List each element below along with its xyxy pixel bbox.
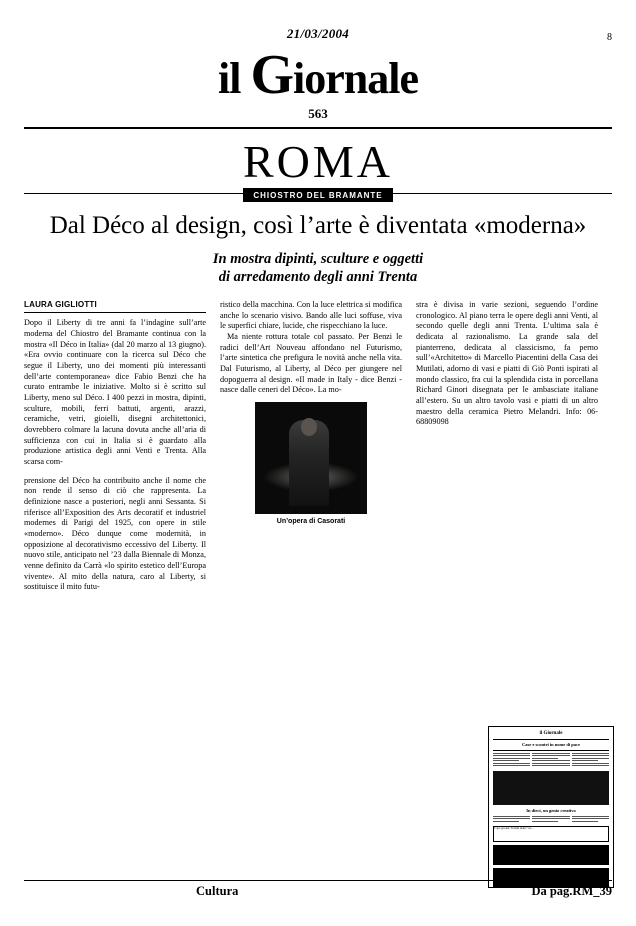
kicker-container [24,185,612,201]
footer-section: Cultura [196,884,239,898]
masthead-prefix: il [218,54,251,103]
masthead-rest: iornale [293,54,418,103]
masthead-divider [24,127,612,129]
thumbnail-subhead: In dieci, un genio creativo [526,807,576,813]
page-number: 8 [607,32,612,43]
page-thumbnail-container [488,726,612,888]
thumbnail-column [572,816,609,824]
paragraph: stra è divisa in varie sezioni, seguendo l’ordine cronologico. Al piano terra le opere degli anni Venti, al secondo quelle degli anni Trenta. L’ultima sala è dedicata al razionalismo. La grande sala del pianterreno, dedicata al classicismo, fa perno sull’«Architetto» di Marcello Piacentini della Casa dei Mutilati, adorno di vasi e piatti di Giò Ponti ispirati al mondo classico, fra cui la splendida cista in porcellana Richard Ginori disegnata per le ambasciate italiane all’estero. Su un altro tavolo vasi e piatti di un altro maestro della ceramica Pietro Melandri. Info: 06-68809098 [416,300,598,427]
text-line [493,816,530,817]
text-line [572,765,609,766]
paragraph: prensione del Déco ha contribuito anche il nome che non rende il senso di ciò che rappresenta. La definizione nasce a posteriori, negli anni Sessanta. Si riferisce all’Exposition des Arts decoratif et industriel modernes di Parigi del 1925, con opere in stile «moderno». Déco dunque come modernità, in opposizione al decorativismo eccessivo del Liberty. Il nuovo stile, anticipato nel ’23 dalla Biennale di Monza, venne definito da Carrà «lo spirito estetico dell’Europa vivente». Al mito della natura, caro al Liberty, si sostituisce il mito futu- [24,475,206,592]
text-line [532,755,569,756]
text-line [532,816,569,817]
footer-continuation: Da pag.RM_39 [531,884,612,898]
thumbnail-columns [489,753,613,768]
photo-figure-head [301,418,317,436]
text-line [572,818,609,819]
paragraph: Ma niente rottura totale col passato. Per Benzi le radici dell’Art Nouveau affondano nel Futurismo, l’arte sintetica che prefigura le novità anche nella vita. Dal Futurismo, al Liberty, al Déco per giungere nel dopoguerra al design. «Il made in Italy - dice Benzi - nasce dalle ceneri del Déco». La mo- [220,332,402,395]
kicker-label: CHIOSTRO DEL BRAMANTE [243,188,392,202]
thumbnail-headline: Case e scontri in nome di pace [522,742,580,748]
text-line [572,755,609,756]
text-line [572,763,609,764]
article-columns [24,300,612,593]
masthead [24,46,612,105]
article-column-2 [220,300,402,593]
text-line [532,760,569,761]
newspaper-page [0,26,636,926]
text-line [493,758,530,759]
article-photo [255,402,367,514]
text-line [493,753,530,754]
byline: LAURA GIGLIOTTI [24,300,206,313]
page-title: Dal Déco al design, così l’arte è diventata «moderna» [49,211,587,239]
text-line [532,753,569,754]
thumbnail-divider [493,750,609,751]
article-column-1 [24,300,206,593]
thumbnail-columns [489,816,613,824]
photo-caption: Un’opera di Casorati [276,517,346,525]
text-line [532,821,558,822]
thumbnail-column [532,753,569,768]
thumbnail-column [532,816,569,824]
text-line [572,816,609,817]
text-line [572,760,598,761]
masthead-initial: G [250,44,294,106]
issue-date: 21/03/2004 [286,26,350,41]
text-line [572,758,609,759]
thumbnail-column [493,816,530,824]
text-line [493,755,530,756]
thumbnail-photo [493,771,609,805]
page-thumbnail [488,726,614,888]
text-line [572,753,609,754]
thumbnail-divider [493,739,609,740]
thumbnail-column [572,753,609,768]
text-line [532,818,569,819]
text-line [493,765,530,766]
text-line [493,760,519,761]
edition-city: ROMA [242,135,394,187]
text-line [532,763,569,764]
thumbnail-column [493,753,530,768]
text-line [493,763,530,764]
paragraph: ristico della macchina. Con la luce elettrica si modifica anche lo scenario visivo. Bando alle luci soffuse, viva le superfici chiare, lucide, che rispecchiano la luce. [220,300,402,331]
subheadline [24,250,612,286]
column-gap [24,468,206,476]
thumbnail-box: Copa groana: Terzini ladro? no... [493,826,609,842]
text-line [532,765,569,766]
text-line [493,818,530,819]
page-footer [0,880,636,902]
subheadline-line1: In mostra dipinti, sculture e oggetti [212,250,424,267]
article-column-3 [416,300,598,593]
paragraph: Dopo il Liberty di tre anni fa l’indagine sull’arte moderna del Chiostro del Bramante continua con la mostra «Il Déco in Italia» (dal 20 marzo al 13 giugno). «Era ovvio continuare con la ricerca sul Déco che segue il Liberty, uno dei momenti più interessanti dell’arte contemporanea» dice Fabio Benzi che ha curato entrambe le iniziative. Molto si è scritto sul Liberty, meno sul Déco. I 400 pezzi in mostra, dipinti, sculture, mobili, ferri battuti, argenti, arazzi, ceramiche, vetri, gioielli, disegni architettonici, dovrebbero colmare la lacuna dovuta anche all’aria di sufficienza con cui in Italia si è guardato alla produzione artistica degli anni Venti e Trenta. Alla scarsa com- [24,318,206,466]
footer-divider [24,880,612,881]
thumbnail-masthead: il Giornale [539,731,563,736]
text-line [532,758,558,759]
text-line [493,821,519,822]
subheadline-line2: di arredamento degli anni Trenta [218,268,418,285]
issue-number: 563 [308,105,328,121]
thumbnail-black-band [493,845,609,865]
article-photo-block [255,402,367,526]
text-line [572,821,598,822]
